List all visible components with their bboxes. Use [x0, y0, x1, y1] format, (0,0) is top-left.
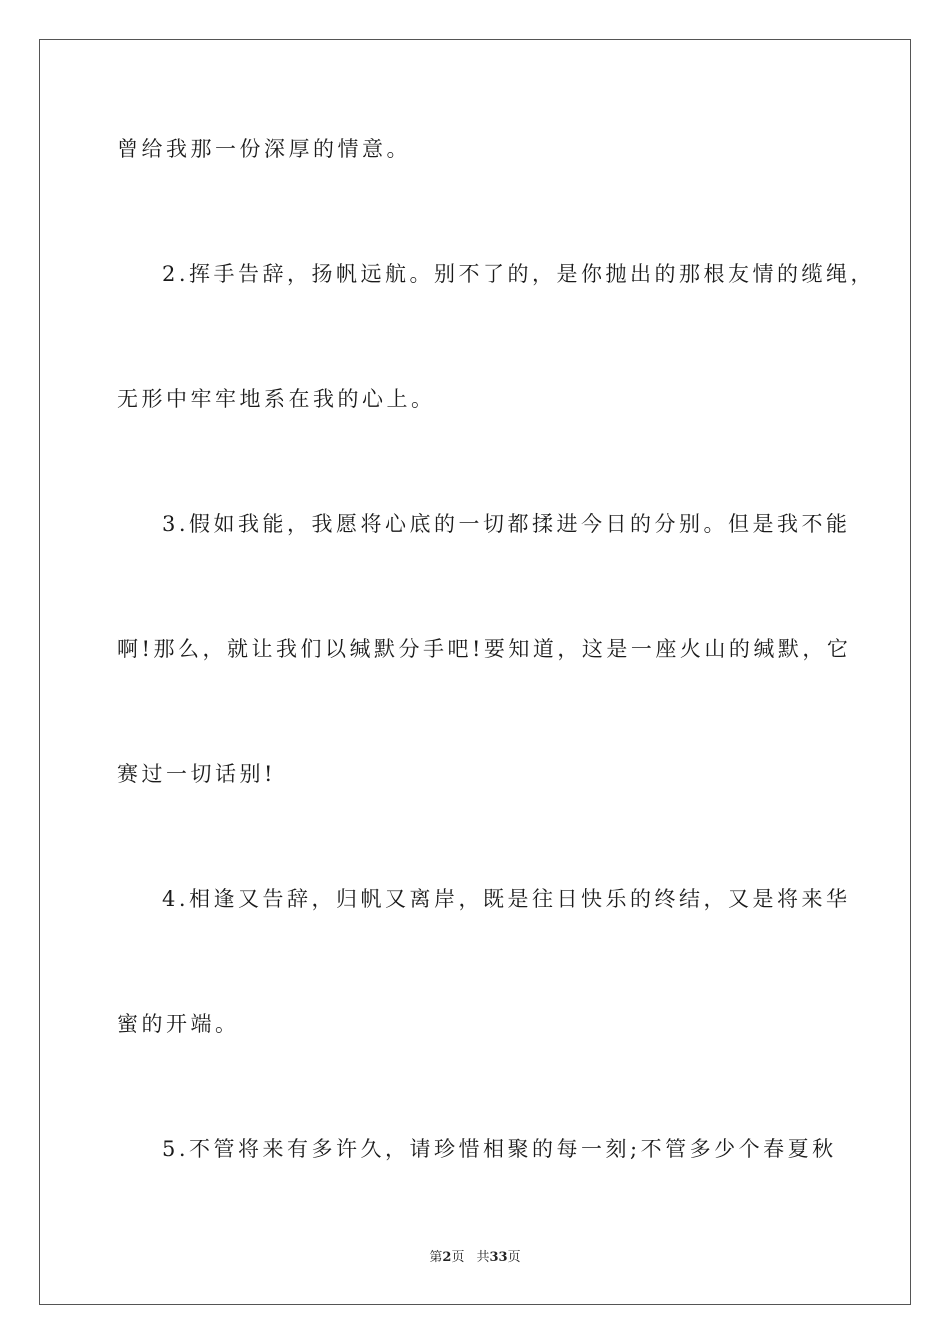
total-suffix: 页: [507, 1250, 521, 1265]
text-line-1: 曾给我那一份深厚的情意。: [117, 137, 411, 161]
page-border: [39, 39, 911, 1305]
text-line-4: 3.假如我能，我愿将心底的一切都揉进今日的分别。但是我不能: [162, 512, 851, 536]
text-line-6: 赛过一切话别!: [117, 762, 276, 786]
page-current: 2: [442, 1250, 452, 1265]
text-line-7: 4.相逢又告辞，归帆又离岸，既是往日快乐的终结，又是将来华: [162, 887, 851, 911]
text-line-2: 2.挥手告辞，扬帆远航。别不了的，是你抛出的那根友情的缆绳，: [162, 262, 876, 286]
text-line-8: 蜜的开端。: [117, 1012, 240, 1036]
page-prefix: 第: [429, 1250, 443, 1265]
page-footer: [0, 1246, 950, 1265]
text-line-9: 5.不管将来有多许久，请珍惜相聚的每一刻;不管多少个春夏秋: [162, 1137, 837, 1161]
text-line-5: 啊!那么，就让我们以缄默分手吧!要知道，这是一座火山的缄默，它: [117, 637, 852, 661]
total-prefix: 共: [476, 1250, 490, 1265]
text-line-3: 无形中牢牢地系在我的心上。: [117, 387, 436, 411]
page-suffix: 页: [451, 1250, 465, 1265]
page-total: 33: [489, 1250, 508, 1265]
